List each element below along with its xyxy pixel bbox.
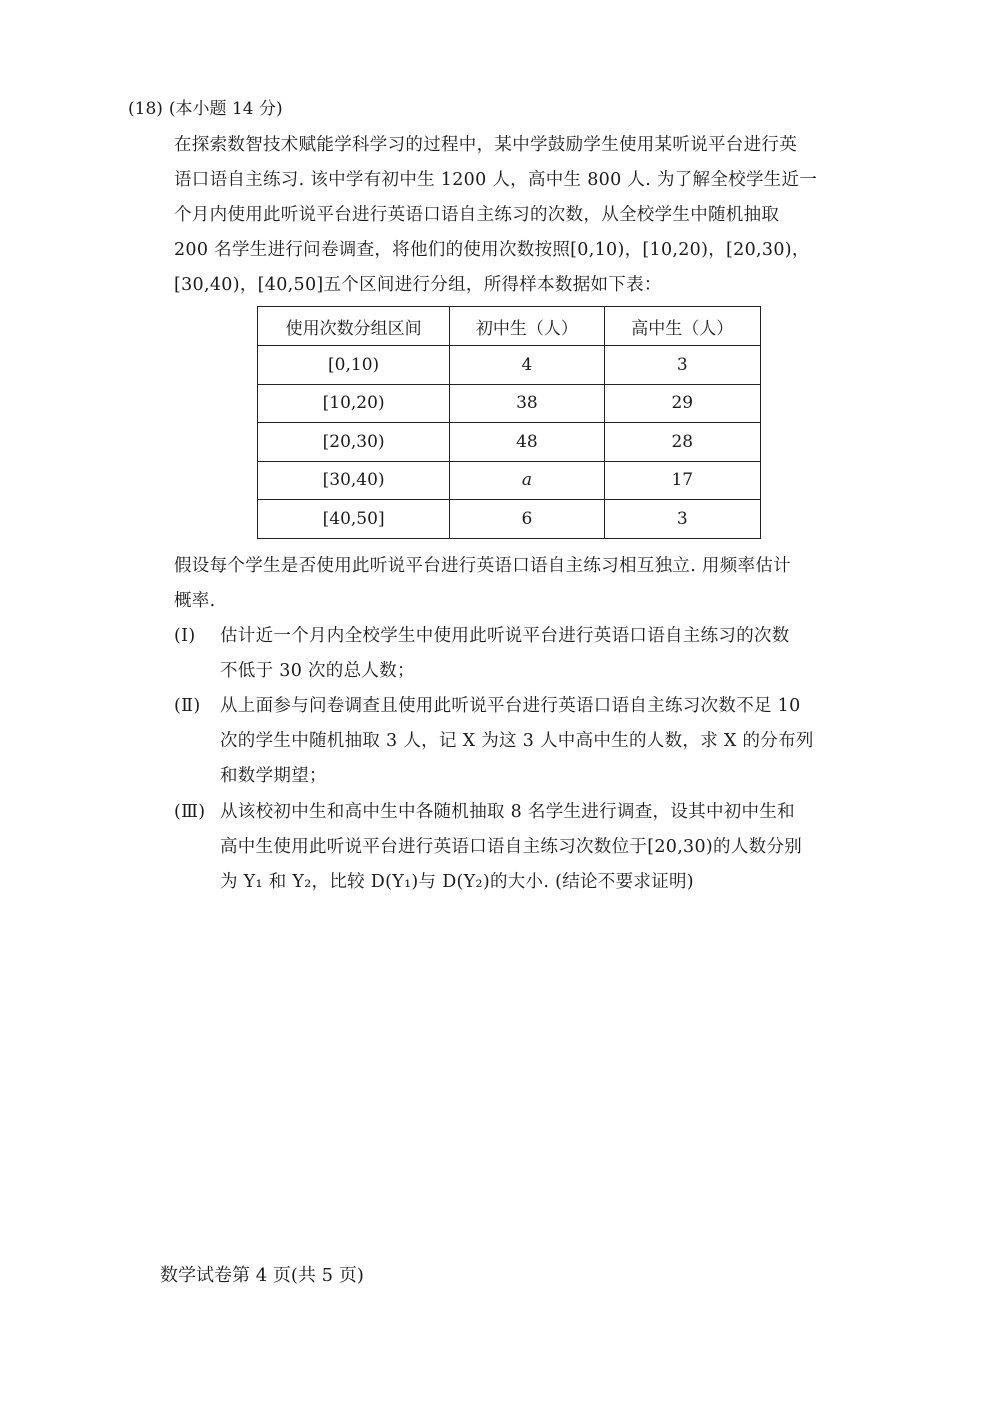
header-junior: 初中生（人） xyxy=(450,307,604,346)
cell-senior: 3 xyxy=(604,346,760,385)
part-line: 和数学期望； xyxy=(220,766,327,786)
table-header-row xyxy=(258,307,761,346)
cell-senior: 17 xyxy=(604,461,760,500)
cell-senior: 28 xyxy=(604,423,760,462)
intro-line: 个月内使用此听说平台进行英语口语自主练习的次数，从全校学生中随机抽取 xyxy=(174,205,780,225)
part-line: 从上面参与问卷调查且使用此听说平台进行英语口语自主练习次数不足 10 xyxy=(220,696,801,716)
part-label: (Ⅰ) xyxy=(174,626,196,646)
cell-senior: 3 xyxy=(604,500,760,539)
cell-senior: 29 xyxy=(604,384,760,423)
header-interval: 使用次数分组区间 xyxy=(258,307,450,346)
table-row xyxy=(258,346,761,385)
question-intro xyxy=(174,128,864,303)
header-senior: 高中生（人） xyxy=(604,307,760,346)
cell-interval: [0,10) xyxy=(258,346,450,385)
part-label: (Ⅱ) xyxy=(174,696,201,716)
table-row xyxy=(258,423,761,462)
part-line: 不低于 30 次的总人数； xyxy=(220,661,415,681)
assumption-text xyxy=(174,549,864,619)
intro-line: 200 名学生进行问卷调查，将他们的使用次数按照[0,10)，[10,20)，[20,30)， xyxy=(174,240,810,260)
question-header xyxy=(128,96,283,122)
cell-junior: 48 xyxy=(450,423,604,462)
cell-interval: [30,40) xyxy=(258,461,450,500)
assumption-line: 概率. xyxy=(174,591,216,611)
table-row xyxy=(258,384,761,423)
part-1 xyxy=(174,619,790,689)
table-row xyxy=(258,500,761,539)
cell-junior: a xyxy=(450,461,604,500)
intro-line: [30,40)，[40,50]五个区间进行分组，所得样本数据如下表： xyxy=(174,275,662,295)
part-3 xyxy=(174,795,802,900)
page-footer: 数学试卷第 4 页(共 5 页) xyxy=(160,1265,364,1286)
cell-interval: [20,30) xyxy=(258,423,450,462)
part-line: 估计近一个月内全校学生中使用此听说平台进行英语口语自主练习的次数 xyxy=(220,626,790,646)
cell-interval: [40,50] xyxy=(258,500,450,539)
part-label: (Ⅲ) xyxy=(174,802,206,822)
part-line: 为 Y₁ 和 Y₂，比较 D(Y₁)与 D(Y₂)的大小. (结论不要求证明) xyxy=(220,872,694,892)
part-line: 从该校初中生和高中生中各随机抽取 8 名学生进行调查，设其中初中生和 xyxy=(220,802,795,822)
part-2 xyxy=(174,689,814,794)
question-number: (18) xyxy=(128,99,163,119)
part-line: 高中生使用此听说平台进行英语口语自主练习次数位于[20,30)的人数分别 xyxy=(220,837,803,857)
cell-interval: [10,20) xyxy=(258,384,450,423)
cell-junior: 38 xyxy=(450,384,604,423)
intro-line: 语口语自主练习. 该中学有初中生 1200 人，高中生 800 人. 为了解全校学生近一 xyxy=(174,170,818,190)
part-line: 次的学生中随机抽取 3 人，记 X 为这 3 人中高中生的人数，求 X 的分布列 xyxy=(220,731,814,751)
intro-line: 在探索数智技术赋能学科学习的过程中，某中学鼓励学生使用某听说平台进行英 xyxy=(174,135,797,155)
question-points: (本小题 14 分) xyxy=(168,99,283,119)
table-row xyxy=(258,461,761,500)
assumption-line: 假设每个学生是否使用此听说平台进行英语口语自主练习相互独立. 用频率估计 xyxy=(174,556,791,576)
cell-junior: 4 xyxy=(450,346,604,385)
sample-data-table xyxy=(257,306,761,539)
cell-junior: 6 xyxy=(450,500,604,539)
